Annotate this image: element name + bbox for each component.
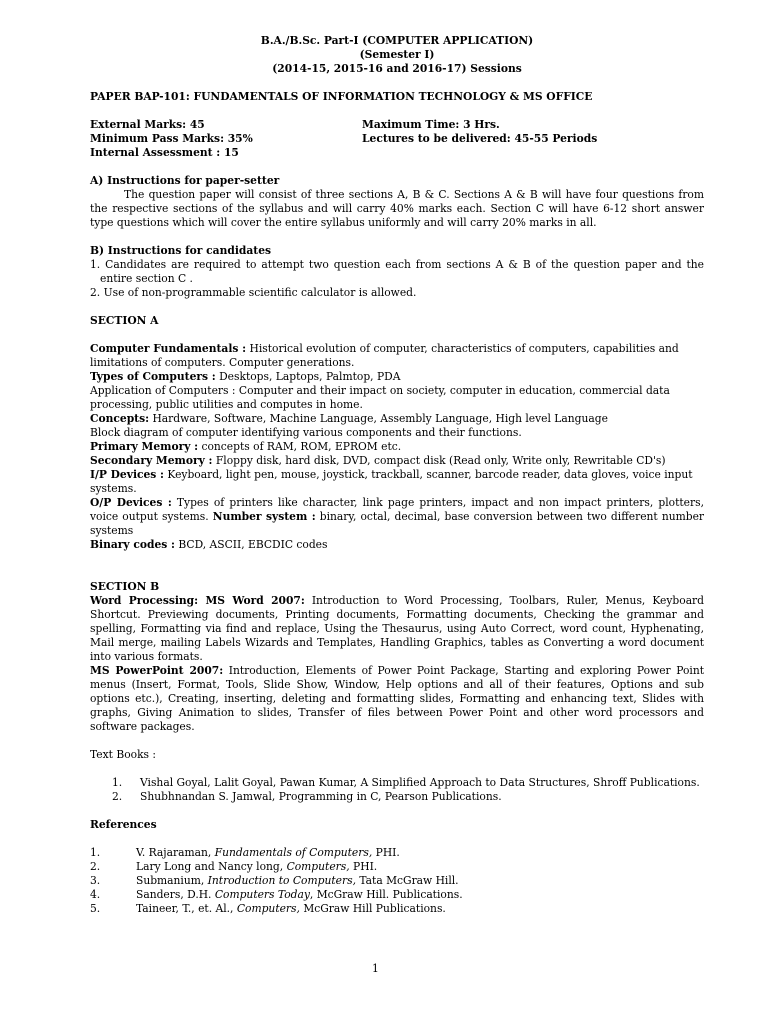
- references-heading: References: [90, 818, 157, 831]
- ms-powerpoint-text: Introduction, Elements of Power Point Package, Starting and exploring Power Point menus (Insert, Format, Tools, Slide Show, Window, Help options and all of their features, Options and sub options etc.), Creating, inserting, deleting and formatting slides, Formatting and enhancing text, Slides with graphs, Giving Animation to slides, Transfer of files between Power Point and other word processors and software packages.: [90, 664, 704, 733]
- secondary-memory-para: [90, 454, 704, 468]
- reference-item: [90, 888, 704, 902]
- ms-word-text: Introduction to Word Processing, Toolbars, Ruler, Menus, Keyboard Shortcut. Previewing documents, Printing documents, Formatting documents, Checking the grammar and spelling, Formatting via find and replace, Using the Thesaurus, using Auto Correct, word count, Hyphenating, Mail merge, mailing Labels Wizards and Templates, Handling Graphics, tables as Converting a word document into various formats.: [90, 594, 705, 663]
- text-book-text: Vishal Goyal, Lalit Goyal, Pawan Kumar, A Simplified Approach to Data Structures, Shroff Publications.: [140, 776, 700, 789]
- reference-text: [136, 874, 459, 888]
- section-a-heading: SECTION A: [90, 314, 159, 327]
- binary-codes-para: [90, 538, 704, 552]
- reference-publisher: Tata McGraw Hill.: [355, 874, 459, 887]
- marks-row-2: [90, 132, 704, 146]
- application-para: Application of Computers : Computer and their impact on society, computer in education, commercial data processing, public utilities and computes in home.: [90, 384, 670, 411]
- text-book-item: [90, 790, 704, 804]
- ip-devices-label: I/P Devices :: [90, 468, 164, 481]
- candidates-item-2: 2. Use of non-programmable scientific calculator is allowed.: [90, 286, 417, 299]
- reference-item: [90, 860, 704, 874]
- primary-memory-para: [90, 440, 704, 454]
- reference-text: [136, 846, 400, 860]
- text-book-num: 1.: [112, 776, 123, 789]
- text-book-item: [90, 776, 704, 790]
- reference-num: 1.: [90, 846, 101, 859]
- reference-title: Computers,: [286, 860, 350, 873]
- types-label: Types of Computers :: [90, 370, 216, 383]
- concepts-text: Hardware, Software, Machine Language, Assembly Language, High level Language: [149, 412, 608, 425]
- primary-memory-text: concepts of RAM, ROM, EPROM etc.: [198, 440, 402, 453]
- reference-publisher: McGraw Hill Publications.: [299, 902, 446, 915]
- reference-author: Taineer, T., et. Al.,: [136, 902, 237, 915]
- minimum-pass-marks: Minimum Pass Marks: 35%: [90, 132, 253, 145]
- binary-codes-label: Binary codes :: [90, 538, 175, 551]
- candidates-item-1: 1. Candidates are required to attempt two question each from sections A & B of the question paper and the entire section C .: [90, 258, 704, 285]
- reference-num: 4.: [90, 888, 101, 901]
- reference-author: Submanium,: [136, 874, 208, 887]
- ip-devices-text: Keyboard, light pen, mouse, joystick, trackball, scanner, barcode reader, data gloves, voice input systems.: [90, 468, 693, 495]
- reference-author: Lary Long and Nancy long,: [136, 860, 287, 873]
- maximum-time: Maximum Time: 3 Hrs.: [362, 118, 500, 131]
- paper-setter-heading: A) Instructions for paper-setter: [90, 174, 280, 187]
- ms-powerpoint-label: MS PowerPoint 2007:: [90, 664, 224, 677]
- concepts-label: Concepts:: [90, 412, 150, 425]
- reference-num: 3.: [90, 874, 101, 887]
- types-text: Desktops, Laptops, Palmtop, PDA: [215, 370, 401, 383]
- reference-title: Computers Today: [214, 888, 310, 901]
- reference-item: [90, 846, 704, 860]
- header-line-1: B.A./B.Sc. Part-I (COMPUTER APPLICATION): [260, 34, 534, 47]
- header-line-3: (2014-15, 2015-16 and 2016-17) Sessions: [272, 62, 522, 75]
- text-book-text: Shubhnandan S. Jamwal, Programming in C, Pearson Publications.: [140, 790, 502, 803]
- document-page: [90, 34, 704, 916]
- types-of-computers-para: [90, 370, 704, 384]
- section-b-heading: SECTION B: [90, 580, 160, 593]
- primary-memory-label: Primary Memory :: [90, 440, 199, 453]
- text-books-heading: Text Books :: [90, 748, 157, 761]
- reference-item: [90, 874, 704, 888]
- internal-assessment: Internal Assessment : 15: [90, 146, 239, 159]
- reference-publisher: , McGraw Hill. Publications.: [309, 888, 463, 901]
- op-devices-para: [90, 496, 704, 538]
- external-marks: External Marks: 45: [90, 118, 205, 131]
- secondary-memory-label: Secondary Memory :: [90, 454, 213, 467]
- reference-text: [136, 902, 446, 916]
- ms-word-label: Word Processing: MS Word 2007:: [90, 594, 305, 607]
- ip-devices-para: [90, 468, 704, 496]
- paper-setter-text: The question paper will consist of three sections A, B & C. Sections A & B will have four questions from the respective sections of the syllabus and will carry 40% marks each. Section C will have 6-12 short answer type questions which will cover the entire syllabus uniformly and will carry 20% marks in all.: [90, 188, 704, 229]
- op-devices-label: O/P Devices :: [90, 496, 172, 509]
- reference-text: [136, 888, 463, 902]
- reference-num: 2.: [90, 860, 101, 873]
- concepts-para: [90, 412, 704, 426]
- reference-item: [90, 902, 704, 916]
- secondary-memory-text: Floppy disk, hard disk, DVD, compact disk (Read only, Write only, Rewritable CD's): [212, 454, 666, 467]
- marks-row-1: [90, 118, 704, 132]
- text-book-num: 2.: [112, 790, 123, 803]
- computer-fundamentals-text: Historical evolution of computer, characteristics of computers, capabilities and limitations of computers. Computer generations.: [90, 342, 679, 369]
- reference-title: Computers,: [236, 902, 300, 915]
- binary-codes-text: BCD, ASCII, EBCDIC codes: [174, 538, 328, 551]
- reference-author: Sanders, D.H.: [136, 888, 215, 901]
- block-diagram-para: Block diagram of computer identifying various components and their functions.: [90, 426, 522, 439]
- number-system-label: Number system :: [212, 510, 316, 523]
- reference-num: 5.: [90, 902, 101, 915]
- candidates-heading: B) Instructions for candidates: [90, 244, 272, 257]
- number-system-text: binary, octal, decimal, base conversion between two different number systems: [90, 510, 704, 537]
- reference-title: Fundamentals of Computers,: [214, 846, 373, 859]
- header-line-2: (Semester I): [359, 48, 435, 61]
- ms-powerpoint-para: [90, 664, 704, 734]
- reference-text: [136, 860, 377, 874]
- ms-word-para: [90, 594, 704, 664]
- reference-publisher: PHI.: [349, 860, 378, 873]
- reference-author: V. Rajaraman,: [136, 846, 215, 859]
- lectures-delivered: Lectures to be delivered: 45-55 Periods: [362, 132, 598, 145]
- reference-title: Introduction to Computers,: [207, 874, 356, 887]
- op-devices-text: Types of printers like character, link page printers, impact and non impact printers, plotters, voice output systems.: [90, 496, 704, 523]
- computer-fundamentals-para: [90, 342, 704, 370]
- reference-publisher: PHI.: [372, 846, 400, 859]
- paper-title: PAPER BAP-101: FUNDAMENTALS OF INFORMATION TECHNOLOGY & MS OFFICE: [90, 90, 593, 103]
- page-number: 1: [372, 962, 379, 975]
- computer-fundamentals-label: Computer Fundamentals :: [90, 342, 247, 355]
